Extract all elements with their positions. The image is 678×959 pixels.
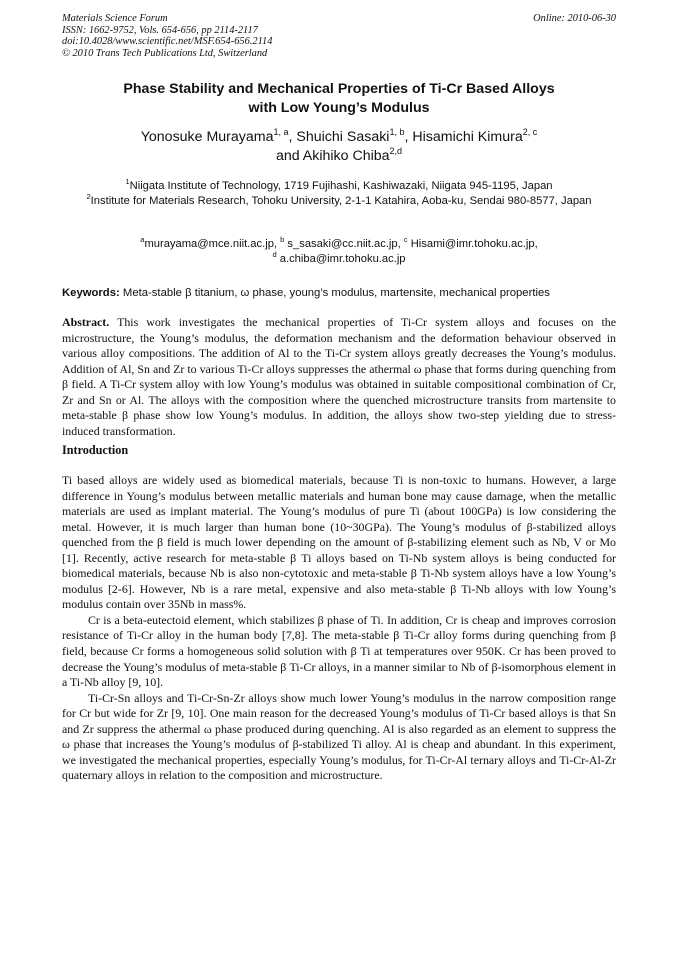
paragraph: Ti based alloys are widely used as biomedical materials, because Ti is non-toxic to humans. However, a large difference in Young’s modulus between metallic materials and human bone may cause damage, when the metallic materials are used as implant material. The Young’s modulus of pure Ti (about 100GPa) is low considering the metal. However, it is much larger than human bone (10~30GPa). The Young’s modulus of β-stabilized alloys quenched from the β field is much lower depending on the amount of β-stabilizing element such as Nb, V or Mo [1]. Recently, active research for meta-stable β Ti alloys based on Ti-Nb system alloys is being conducted for biomedical materials, because Nb is also non-cytotoxic and meta-stable β Ti-Nb system alloys have a low Young’s modulus [2-6]. However, Nb is a rare metal, expensive and also meta-stable β Ti-Nb alloys with low Young’s modulus contain over 35Nb in mass%. [62,473,616,612]
author-separator: , [288,129,297,145]
author-separator: , [404,129,413,145]
author-affil-mark: 2, c [522,127,538,137]
affiliation-text: Niigata Institute of Technology, 1719 Fujihashi, Kashiwazaki, Niigata 945-1195, Japan [129,180,553,192]
author-conjunction: and [275,148,303,164]
author-list [62,128,616,166]
paragraph: Ti-Cr-Sn alloys and Ti-Cr-Sn-Zr alloys show much lower Young’s modulus in the narrow composition range for Cr but wide for Zr [9, 10]. One main reason for the decreased Young’s modulus of Ti-Cr based alloys is that Sn and Zr suppress the athermal ω phase produced during quenching. Al is also regarded as an element to suppress the ω phase that increases the Young’s modulus of β-stabilized Ti alloy. Al is cheap and abundant. In this experiment, we investigated the mechanical properties, especially Young’s modulus, for Ti-Cr-Al ternary alloys and Ti-Cr-Al-Zr quaternary alloys in relation to the composition and microstructure. [62,690,616,783]
author-name: Akihiko Chiba [302,148,390,164]
email-address: a.chiba@imr.tohoku.ac.jp [276,253,406,266]
online-date: Online: 2010-06-30 [533,13,616,24]
section-heading-introduction: Introduction [62,443,129,457]
paragraph: Cr is a beta-eutectoid element, which stabilizes β phase of Ti. In addition, Cr is cheap and improves corrosion resistance of Ti-Cr alloy in the human body [7,8]. The meta-stable β Ti-Cr alloy forms during quenching from β field, because Cr forms a homogeneous solid solution with β Ti at temperatures over 950K. Cr has been proved to decrease the Young’s modulus of meta-stable β Ti-Cr alloys, in a manner similar to Nb of β-isomorphous element in a Ti-Nb alloy [9, 10]. [62,612,616,690]
keywords-label: Keywords: [62,287,120,299]
affiliation-1 [62,179,616,194]
email-mark: a [140,235,145,244]
keywords-text: Meta-stable β titanium, ω phase, young’s modulus, martensite, mechanical properties [119,287,550,299]
author-affil-mark: 1, b [389,127,405,137]
author-name: Hisamichi Kimura [412,129,523,145]
journal-name: Materials Science Forum [62,13,168,24]
journal-header [62,13,616,59]
email-mark: d [272,250,277,260]
affiliation-mark: 2 [86,192,91,202]
author-affil-mark: 2,d [389,146,403,156]
abstract [62,315,616,439]
copyright-line: © 2010 Trans Tech Publications Ltd, Switzerland [62,47,268,59]
paper-title [62,80,616,117]
affiliations [62,179,616,210]
author-affil-mark: 1, a [273,127,289,137]
email-address: Hisami@imr.tohoku.ac.jp, [407,238,538,250]
affiliation-2 [62,194,616,209]
title-line-2: with Low Young’s Modulus [248,99,430,116]
introduction-body [62,473,616,784]
title-line-1: Phase Stability and Mechanical Properties of Ti-Cr Based Alloys [123,81,555,97]
keywords [62,286,622,301]
author-name: Yonosuke Murayama [140,129,274,145]
issn-line: ISSN: 1662-9752, Vols. 654-656, pp 2114-2117 [62,24,258,36]
author-name: Shuichi Sasaki [296,129,390,145]
affiliation-mark: 1 [125,177,130,186]
abstract-text: This work investigates the mechanical properties of Ti-Cr system alloys and focuses on the microstructure, the Young’s modulus, the deformation mechanism and the deformation behaviour observed in various alloy compositions. The addition of Al to the Ti-Cr system alloys greatly decreases the Young’s modulus. Addition of Al, Sn and Zr to various Ti-Cr alloys suppresses the athermal ω phase that forms during quenching from β field. A Ti-Cr system alloy with low Young’s modulus was obtained in suitable compositional combination of Cr, Zr and Sn or Al. The alloys with the composition where the quenched microstructure transits from martensite to meta-stable β phase show low Young’s modulus. In addition, the alloys show two-step yielding due to stress-induced transformation. [62,315,616,438]
doi-line: doi:10.4028/www.scientific.net/MSF.654-656.2114 [62,36,273,48]
author-emails [62,237,616,268]
email-mark: c [403,235,408,244]
abstract-label: Abstract. [62,315,110,329]
email-mark: b [280,235,285,244]
affiliation-text: Institute for Materials Research, Tohoku University, 2-1-1 Katahira, Aoba-ku, Sendai 980-8577, Japan [90,195,592,208]
email-address: s_sasaki@cc.niit.ac.jp, [284,238,404,250]
email-address: murayama@mce.niit.ac.jp, [144,238,281,250]
